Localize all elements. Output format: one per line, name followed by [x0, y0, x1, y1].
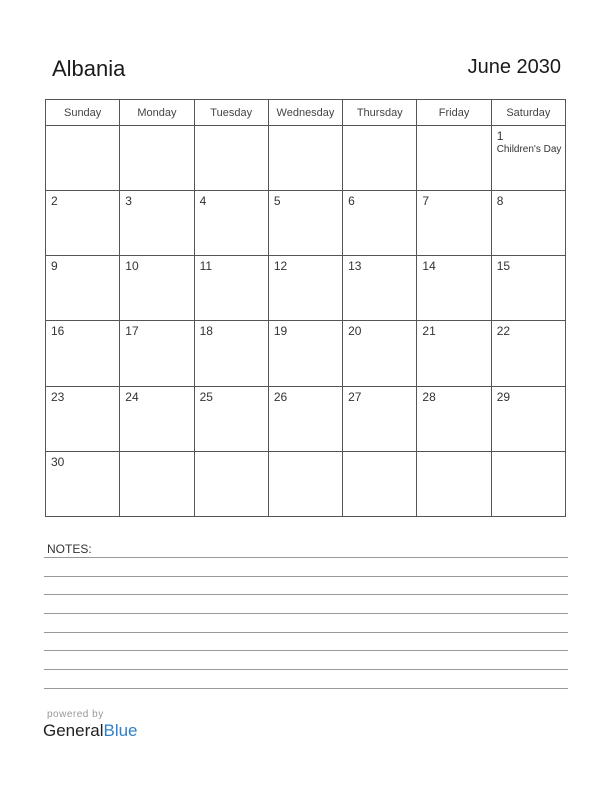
weekday-sunday: Sunday	[46, 100, 120, 126]
day-number: 29	[496, 389, 511, 404]
note-line	[44, 576, 568, 577]
day-number: 18	[199, 324, 213, 339]
calendar-grid	[45, 99, 566, 517]
empty-day-cell	[268, 126, 342, 191]
day-cell	[417, 256, 491, 321]
empty-day-cell	[343, 126, 417, 191]
day-number: 1	[496, 129, 504, 143]
day-cell	[120, 321, 194, 386]
empty-day-cell	[417, 126, 491, 191]
day-number: 3	[125, 194, 132, 209]
empty-day-cell	[120, 126, 194, 191]
note-line	[44, 594, 568, 595]
day-number: 19	[273, 324, 288, 339]
week-row	[46, 321, 566, 386]
week-row	[46, 451, 566, 516]
day-cell	[268, 191, 342, 256]
note-line	[44, 613, 568, 614]
day-cell	[417, 386, 491, 451]
note-line	[44, 557, 568, 558]
weekday-wednesday: Wednesday	[268, 100, 342, 126]
day-cell	[268, 256, 342, 321]
day-number: 30	[51, 454, 65, 469]
day-number: 23	[51, 389, 65, 404]
day-number: 26	[273, 389, 288, 404]
day-cell	[417, 321, 491, 386]
note-line	[44, 650, 568, 651]
day-cell	[46, 321, 120, 386]
empty-day-cell	[343, 451, 417, 516]
day-number: 2	[51, 194, 58, 209]
day-cell	[343, 256, 417, 321]
day-number: 27	[348, 389, 362, 404]
day-number: 13	[348, 259, 362, 274]
weekday-tuesday: Tuesday	[194, 100, 268, 126]
day-number: 5	[273, 194, 281, 209]
week-row	[46, 386, 566, 451]
holiday-label: Children's Day	[496, 144, 562, 155]
day-cell	[194, 386, 268, 451]
empty-day-cell	[194, 451, 268, 516]
day-number: 22	[496, 324, 511, 339]
day-number: 11	[199, 259, 213, 274]
empty-day-cell	[268, 451, 342, 516]
day-number: 17	[125, 324, 139, 339]
brand-part-general: General	[43, 721, 104, 740]
day-number: 25	[199, 389, 213, 404]
note-line	[44, 669, 568, 670]
day-cell	[343, 191, 417, 256]
day-number: 10	[125, 259, 139, 274]
empty-day-cell	[194, 126, 268, 191]
day-cell	[46, 191, 120, 256]
day-cell	[491, 191, 565, 256]
day-number: 6	[348, 194, 355, 209]
empty-day-cell	[46, 126, 120, 191]
day-cell	[46, 386, 120, 451]
day-cell	[343, 321, 417, 386]
empty-day-cell	[120, 451, 194, 516]
day-cell	[194, 256, 268, 321]
day-cell	[120, 386, 194, 451]
brand-part-blue: Blue	[103, 721, 138, 740]
day-cell	[268, 386, 342, 451]
country-title: Albania	[52, 56, 126, 81]
day-number: 24	[125, 389, 139, 404]
week-row	[46, 191, 566, 256]
weekday-friday: Friday	[417, 100, 491, 126]
day-number: 9	[51, 259, 58, 274]
week-row	[46, 126, 566, 191]
weekday-monday: Monday	[120, 100, 194, 126]
day-cell	[491, 386, 565, 451]
day-cell	[268, 321, 342, 386]
empty-day-cell	[491, 451, 565, 516]
day-cell	[120, 256, 194, 321]
weekday-header-row	[46, 100, 566, 126]
day-cell	[491, 126, 565, 191]
day-cell	[491, 321, 565, 386]
day-number: 8	[496, 194, 504, 209]
day-cell	[343, 386, 417, 451]
day-cell	[194, 321, 268, 386]
day-cell	[46, 256, 120, 321]
brand-logo[interactable]	[43, 721, 138, 741]
day-number: 14	[422, 259, 436, 274]
empty-day-cell	[417, 451, 491, 516]
powered-by-text: powered by	[47, 709, 104, 720]
day-number: 15	[496, 259, 511, 274]
note-line	[44, 688, 568, 689]
day-number: 7	[422, 194, 430, 209]
day-cell	[417, 191, 491, 256]
day-cell	[491, 256, 565, 321]
note-line	[44, 632, 568, 633]
weekday-saturday: Saturday	[491, 100, 565, 126]
day-number: 12	[273, 259, 288, 274]
day-number: 20	[348, 324, 362, 339]
day-number: 4	[199, 194, 207, 209]
day-number: 28	[422, 389, 436, 404]
notes-label: NOTES:	[47, 542, 92, 556]
month-year-title: June 2030	[467, 56, 561, 78]
day-number: 21	[422, 324, 436, 339]
day-cell	[194, 191, 268, 256]
day-number: 16	[51, 324, 65, 339]
week-row	[46, 256, 566, 321]
day-cell	[120, 191, 194, 256]
day-cell	[46, 451, 120, 516]
weekday-thursday: Thursday	[343, 100, 417, 126]
